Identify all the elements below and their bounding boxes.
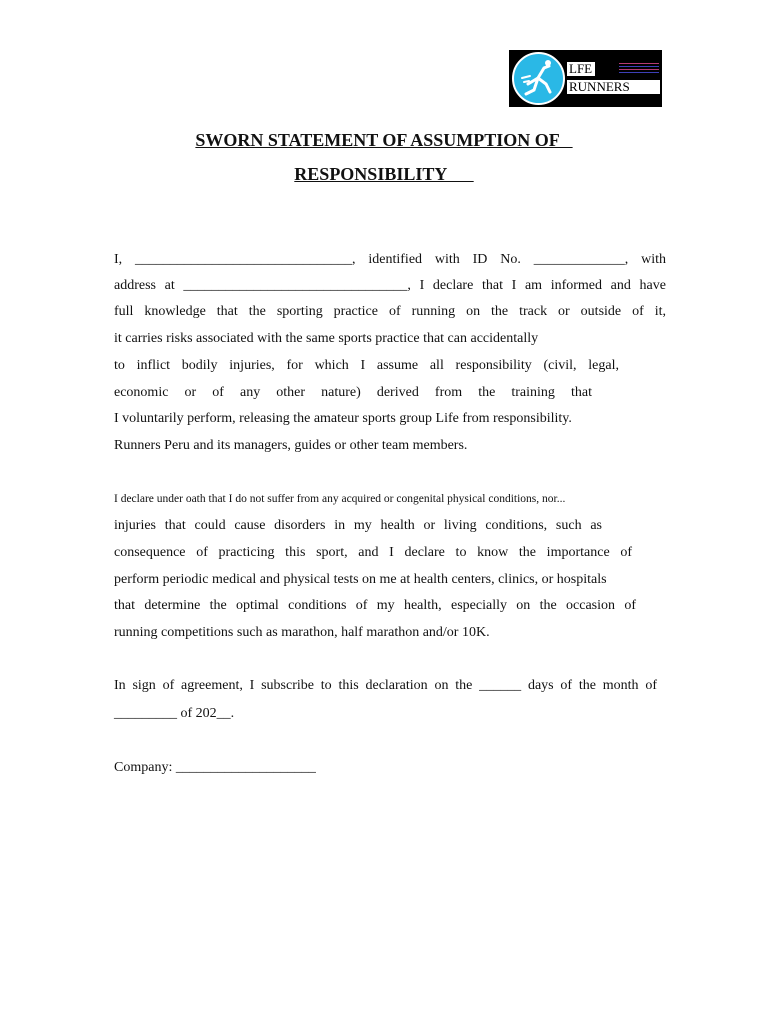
logo-stripes — [619, 63, 659, 75]
paragraph1-line: Runners Peru and its managers, guides or other team members. — [114, 438, 468, 453]
paragraph2-line: consequence of practicing this sport, and I declare to know the importance of — [114, 545, 632, 560]
paragraph2-line: I declare under oath that I do not suffer from any acquired or congenital physical conditions, nor... — [114, 493, 566, 505]
company-signature-line: Company: ____________________ — [114, 760, 316, 775]
paragraph2-line: perform periodic medical and physical tests on me at health centers, clinics, or hospitals — [114, 572, 607, 587]
paragraph2-line: injuries that could cause disorders in my health or living conditions, such as — [114, 518, 602, 533]
paragraph1-line: I voluntarily perform, releasing the amateur sports group Life from responsibility. — [114, 411, 572, 426]
paragraph1-line: to inflict bodily injuries, for which I assume all responsibility (civil, legal, — [114, 358, 619, 373]
logo-text-line1: LFE — [567, 62, 595, 76]
life-runners-logo — [509, 50, 662, 107]
document-title-line2: RESPONSIBILITY — [294, 164, 474, 184]
paragraph1-line: address at ________________________________, I declare that I am informed and have — [114, 278, 666, 293]
paragraph3-line: In sign of agreement, I subscribe to this declaration on the ______ days of the month of — [114, 678, 657, 693]
logo-text-line2: RUNNERS — [567, 80, 660, 94]
paragraph2-line: running competitions such as marathon, half marathon and/or 10K. — [114, 625, 490, 640]
paragraph1-line: it carries risks associated with the same sports practice that can accidentally — [114, 331, 539, 346]
paragraph1-line: full knowledge that the sporting practice of running on the track or outside of it, — [114, 304, 666, 319]
paragraph3-line: _________ of 202__. — [114, 706, 235, 721]
document-title-line1: SWORN STATEMENT OF ASSUMPTION OF — [195, 130, 573, 150]
paragraph1-line: I, _______________________________, identified with ID No. _____________, with — [114, 252, 666, 267]
paragraph1-line: economic or of any other nature) derived from the training that — [114, 385, 592, 400]
runner-icon — [512, 52, 565, 105]
paragraph2-line: that determine the optimal conditions of my health, especially on the occasion of — [114, 598, 636, 613]
